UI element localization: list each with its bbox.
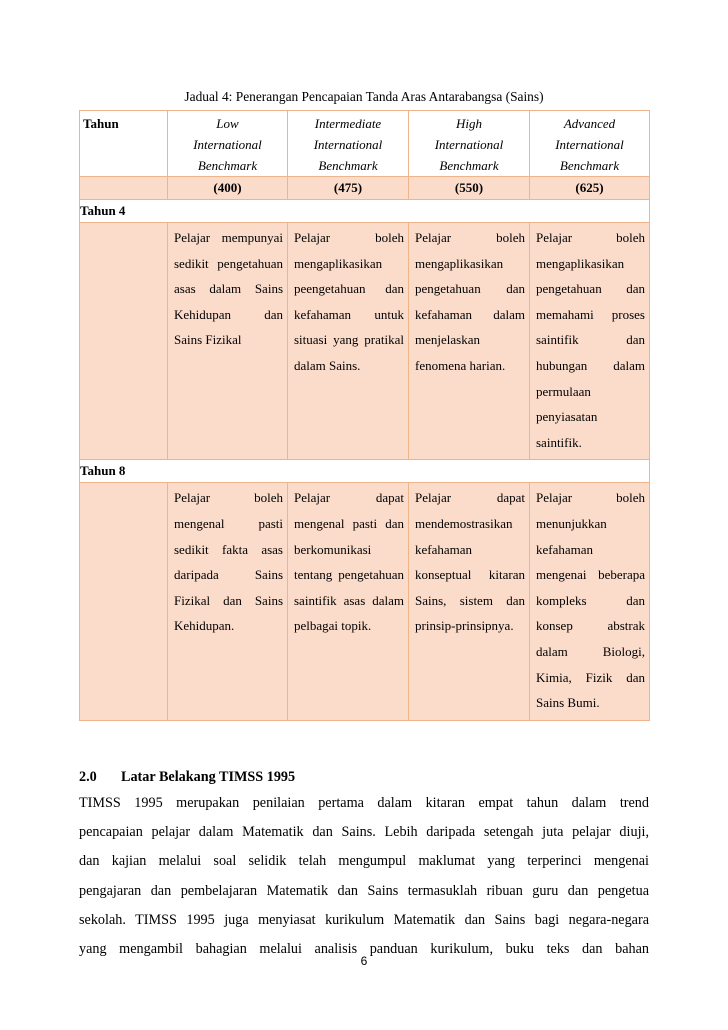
paragraph-line: TIMSS 1995 merupakan penilaian pertama dalam kitaran empat tahun dalam trend [79,795,649,811]
description-row [80,223,650,460]
blank-cell [80,177,168,200]
paragraph-line: sekolah. TIMSS 1995 juga menyiasat kurikulum Matematik dan Sains bagi negara-negara [79,911,649,928]
benchmark-score-row [80,177,650,200]
benchmark-score: (625) [530,177,650,200]
description-cell: Pelajar boleh menunjukkan kefahaman mengenai beberapa kompleks dan konsep abstrak dalam Biologi, Kimia, Fizik dan Sains Bumi. [530,483,650,720]
blank-cell [80,223,168,460]
section-number: 2.0 [79,769,97,785]
group-label: Tahun 8 [80,460,650,483]
paragraph-line: pengajaran dan pembelajaran Matematik dan Sains termasuklah ribuan guru dan pengetua [79,882,649,899]
benchmark-header: High International Benchmark [409,111,530,177]
benchmark-score: (400) [168,177,288,200]
description-cell: Pelajar boleh mengaplikasikan pengetahuan dan kefahaman dalam menjelaskan fenomena harian. [409,223,530,460]
body-paragraph [79,789,649,964]
paragraph-line: pencapaian pelajar dalam Matematik dan Sains. Lebih daripada setengah juta pelajar diuji, [79,824,649,841]
description-cell: Pelajar boleh mengenal pasti sedikit fakta asas daripada Sains Fizikal dan Sains Kehidupan. [168,483,288,720]
benchmark-score: (475) [288,177,409,200]
benchmark-table [79,110,650,721]
benchmark-header: Low International Benchmark [168,111,288,177]
table-caption: Jadual 4: Penerangan Pencapaian Tanda Aras Antarabangsa (Sains) [184,89,544,104]
group-label-row [80,200,650,223]
description-cell: Pelajar dapat mendemostrasikan kefahaman konseptual kitaran Sains, sistem dan prinsip-prinsipnya. [409,483,530,720]
benchmark-header: Advanced International Benchmark [530,111,650,177]
description-row [80,483,650,720]
table-header-row [80,111,650,177]
page-number: 6 [360,954,368,968]
group-label-row [80,460,650,483]
group-label: Tahun 4 [80,200,650,223]
year-column-header: Tahun [80,111,168,177]
benchmark-header: Intermediate International Benchmark [288,111,409,177]
blank-cell [80,483,168,720]
section-title: Latar Belakang TIMSS 1995 [121,769,296,785]
description-cell: Pelajar dapat mengenal pasti dan berkomunikasi tentang pengetahuan saintifik asas dalam pelbagai topik. [288,483,409,720]
paragraph-line: dan kajian melalui soal selidik telah mengumpul maklumat yang terperinci mengenai [79,853,649,870]
section-heading [79,769,295,786]
paragraph-line: yang mengambil bahagian melalui analisis panduan kurikulum, buku teks dan bahan [79,941,649,958]
description-cell: Pelajar mempunyai sedikit pengetahuan asas dalam Sains Kehidupan dan Sains Fizikal [168,223,288,460]
benchmark-score: (550) [409,177,530,200]
description-cell: Pelajar boleh mengaplikasikan peengetahuan dan kefahaman untuk situasi yang pratikal dalam Sains. [288,223,409,460]
description-cell: Pelajar boleh mengaplikasikan pengetahuan dan memahami proses saintifik dan hubungan dalam permulaan penyiasatan saintifik. [530,223,650,460]
